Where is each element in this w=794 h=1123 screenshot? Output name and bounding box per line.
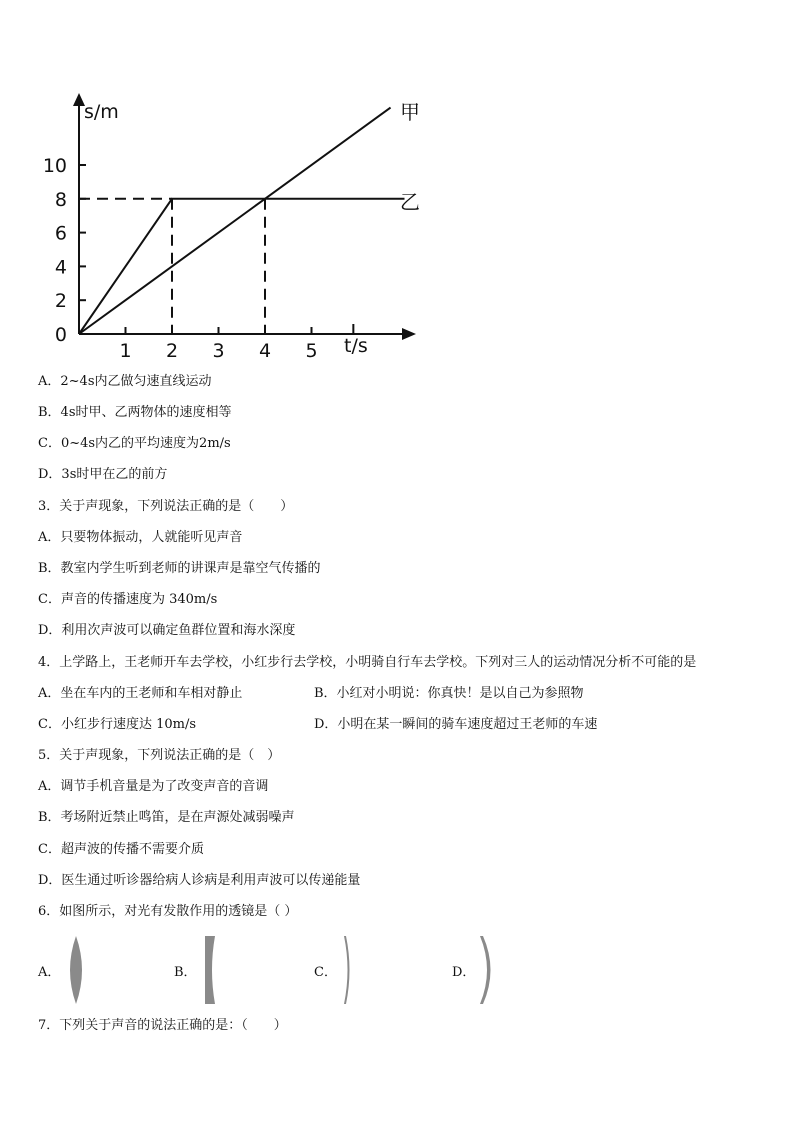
y-tick-label: 6 [54,222,67,245]
biconvex-lens-icon [64,934,88,1006]
q3-option-a: A．只要物体振动，人就能听见声音 [38,530,243,545]
q4-option-c: C．小红步行速度达 10m/s [38,717,196,732]
series-yi-line [79,199,405,334]
q6-option-d-label: D． [452,965,476,980]
q3-stem: 3．关于声现象，下列说法正确的是（ ） [38,499,294,514]
x-axis-arrow [402,328,416,340]
x-axis-label: t/s [344,335,368,357]
q3-option-d: D．利用次声波可以确定鱼群位置和海水深度 [38,623,296,638]
series-lines [79,108,405,334]
q4-option-d: D．小明在某一瞬间的骑车速度超过王老师的车速 [314,717,598,732]
q6-option-a-label: A． [38,965,61,980]
y-tick-label: 0 [54,324,67,346]
series-yi-label: 乙 [400,190,420,214]
q6-stem: 6．如图所示，对光有发散作用的透镜是（ ） [38,904,298,919]
y-tick-label: 10 [42,155,67,177]
q6-lens-options [38,934,538,1006]
q3-option-c: C．声音的传播速度为 340m/s [38,592,218,607]
x-tick-label: 3 [212,340,225,360]
s-t-graph-svg [30,88,430,360]
x-tick-label: 1 [119,340,132,360]
series-jia-line [79,108,391,334]
q4-option-b: B．小红对小明说：你真快！是以自己为参照物 [314,686,584,701]
series-jia-label: 甲 [400,100,420,124]
y-tick-label: 4 [54,256,67,279]
y-tick-label: 2 [54,290,67,313]
x-tick-label: 5 [305,340,318,360]
y-axis-label: s/m [84,101,119,123]
q6-option-b-label: B． [174,965,197,980]
s-t-graph [30,88,430,360]
q4-option-a: A．坐在车内的王老师和车相对静止 [38,686,243,701]
meniscus-lens-icon [476,934,500,1006]
plano-concave-lens-icon [200,934,224,1006]
q5-option-a: A．调节手机音量是为了改变声音的音调 [38,779,269,794]
q4-stem: 4．上学路上，王老师开车去学校，小红步行去学校，小明骑自行车去学校。下列对三人的运动情况分析不可能的是 [38,655,697,670]
q5-option-b: B．考场附近禁止鸣笛，是在声源处减弱噪声 [38,810,295,825]
x-ticks [119,324,353,360]
q2-option-d: D．3s时甲在乙的前方 [38,467,168,482]
q6-option-c-label: C． [314,965,337,980]
q2-option-c: C．0~4s内乙的平均速度为2m/s [38,436,231,451]
q5-option-c: C．超声波的传播不需要介质 [38,842,204,857]
q2-option-b: B．4s时甲、乙两物体的速度相等 [38,405,232,420]
y-tick-label: 8 [54,188,67,211]
q5-option-d: D．医生通过听诊器给病人诊病是利用声波可以传递能量 [38,873,361,888]
x-tick-label: 4 [258,340,272,360]
q2-option-a: A．2~4s内乙做匀速直线运动 [38,374,212,389]
x-tick-label: 2 [165,340,179,360]
q3-option-b: B．教室内学生听到老师的讲课声是靠空气传播的 [38,561,321,576]
plano-convex-lens-icon [338,934,362,1006]
q7-stem: 7．下列关于声音的说法正确的是：（ ） [38,1018,287,1033]
q5-stem: 5．关于声现象，下列说法正确的是（ ） [38,748,281,763]
